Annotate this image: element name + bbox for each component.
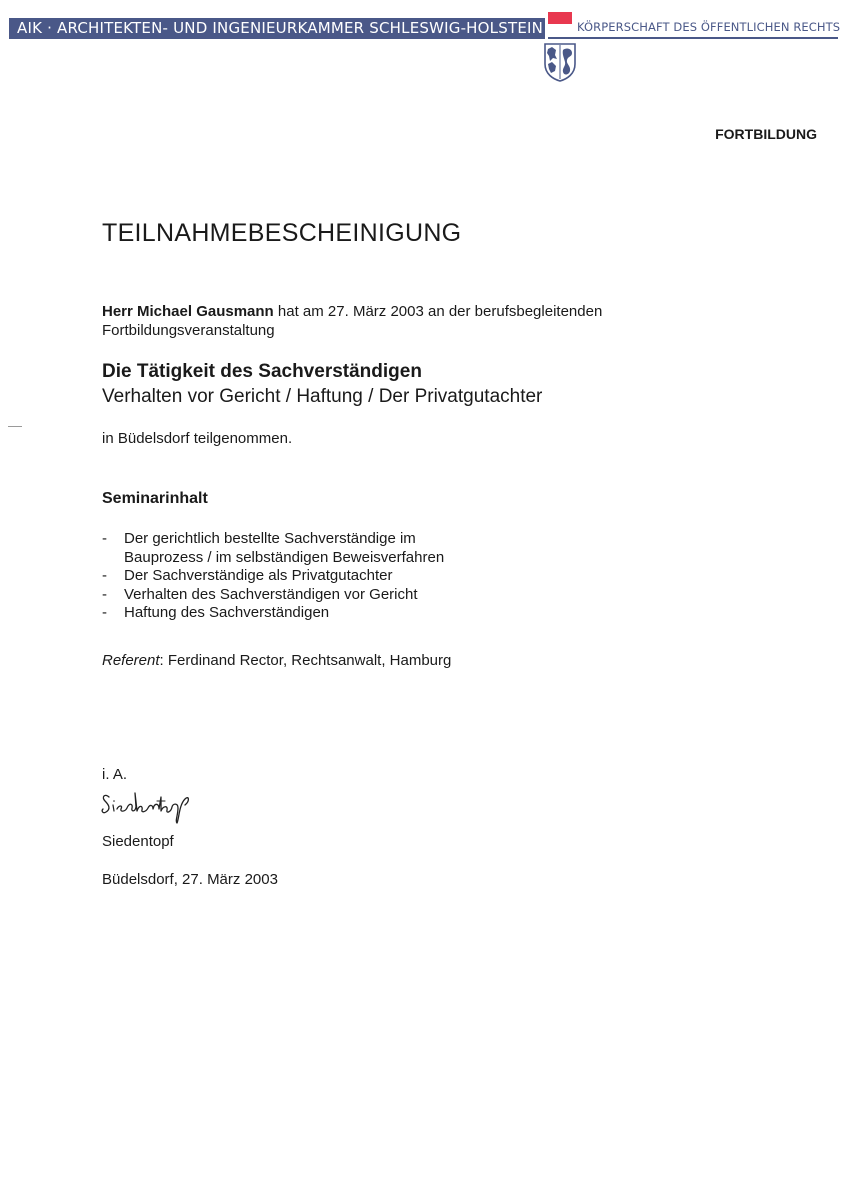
list-item [102,604,622,623]
referent-value: : Ferdinand Rector, Rechtsanwalt, Hamburg [159,652,452,669]
list-item [102,567,622,586]
intro-paragraph [102,302,662,340]
participant-name: Herr Michael Gausmann [102,303,274,320]
place-and-date: Büdelsdorf, 27. März 2003 [102,871,278,888]
list-item-line: Bauprozess / im selbständigen Beweisverfahren [124,548,445,566]
course-title: Die Tätigkeit des Sachverständigen [102,361,422,382]
coat-of-arms-icon [543,42,577,82]
handwritten-signature [99,785,199,825]
list-item [102,586,622,605]
referent-label: Referent [102,652,160,669]
course-subtitle: Verhalten vor Gericht / Haftung / Der Privatgutachter [102,386,543,407]
letterhead-rule [548,37,838,39]
list-item-line: Verhalten des Sachverständigen vor Gericht [124,585,418,603]
seminar-heading: Seminarinhalt [102,490,208,507]
participation-statement: in Büdelsdorf teilgenommen. [102,430,293,447]
legal-status: KÖRPERSCHAFT DES ÖFFENTLICHEN RECHTS [577,20,841,34]
fold-mark [8,426,22,427]
document-title: TEILNAHMEBESCHEINIGUNG [102,219,462,247]
chamber-name-bar: AIK · ARCHITEKTEN- UND INGENIEURKAMMER SCHLESWIG-HOLSTEIN [9,18,545,39]
accent-square [548,12,572,24]
seminar-list [102,530,622,623]
list-item-line: Der Sachverständige als Privatgutachter [124,567,393,584]
referent-line [102,652,451,669]
signoff-prefix: i. A. [102,766,128,783]
signer-name: Siedentopf [102,833,174,850]
list-item [102,530,622,567]
list-item-line: Der gerichtlich bestellte Sachverständige im [124,530,416,547]
intro-text-2: Fortbildungsveranstaltung [102,322,275,339]
intro-text-1: hat am 27. März 2003 an der berufsbegleitenden [273,303,603,320]
list-item-line: Haftung des Sachverständigen [124,604,330,621]
section-label: FORTBILDUNG [715,126,817,142]
